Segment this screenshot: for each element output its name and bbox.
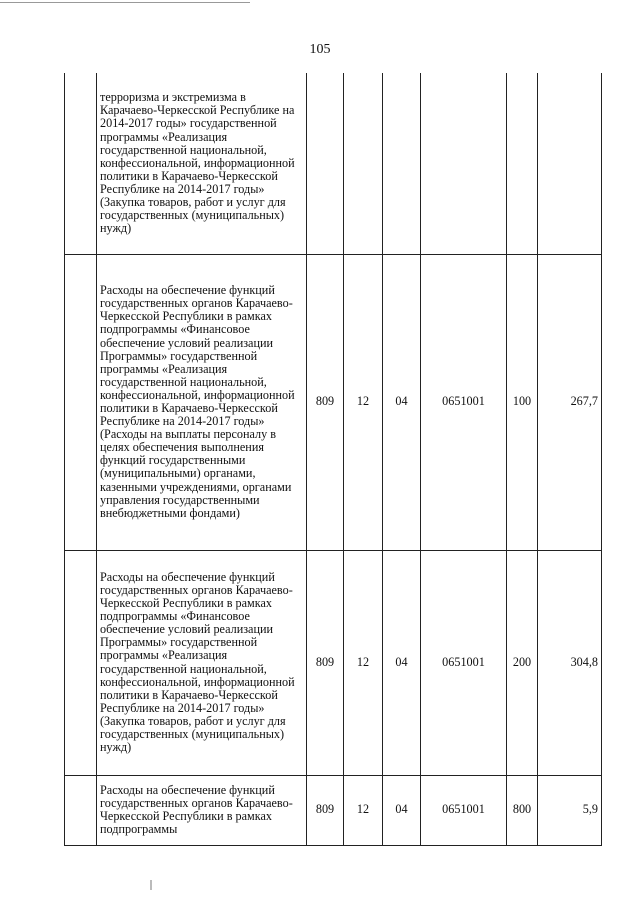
- row-number-cell: [65, 550, 97, 775]
- table-row: [65, 550, 602, 775]
- subsection-code: 04: [383, 550, 421, 775]
- section-code: [344, 73, 383, 254]
- target-article-code: 0651001: [421, 550, 507, 775]
- row-number-cell: [65, 775, 97, 845]
- ministry-code: 809: [307, 254, 344, 550]
- row-description: терроризма и экстремизма в Карачаево-Черкесской Республике на 2014-2017 годы» государственной программы «Реализация государственной национальной, конфессиональной, информационной политики в Карачаево-Черкесской Республике на 2014-2017 годы» (Закупка товаров, работ и услуг для государственных (муниципальных) нужд): [97, 73, 307, 254]
- row-description: Расходы на обеспечение функций государственных органов Карачаево-Черкесской Республики в рамках подпрограммы: [97, 775, 307, 845]
- budget-table: [64, 73, 602, 846]
- row-number-cell: [65, 73, 97, 254]
- amount: 267,7: [538, 254, 602, 550]
- subsection-code: 04: [383, 775, 421, 845]
- ministry-code: 809: [307, 550, 344, 775]
- target-article-code: 0651001: [421, 775, 507, 845]
- target-article-code: 0651001: [421, 254, 507, 550]
- target-article-code: [421, 73, 507, 254]
- section-code: 12: [344, 550, 383, 775]
- subsection-code: [383, 73, 421, 254]
- table-row: [65, 254, 602, 550]
- ministry-code: [307, 73, 344, 254]
- amount: 5,9: [538, 775, 602, 845]
- table-row: [65, 775, 602, 845]
- expense-type-code: 100: [507, 254, 538, 550]
- page-number: 105: [309, 42, 331, 57]
- table-row: [65, 73, 602, 254]
- subsection-code: 04: [383, 254, 421, 550]
- row-description: Расходы на обеспечение функций государственных органов Карачаево-Черкесской Республики в рамках подпрограммы «Финансовое обеспечение условий реализации Программы» государственной программы «Реализация государственной национальной, конфессиональной, информационной политики в Карачаево-Черкесской Республике на 2014-2017 годы» (Закупка товаров, работ и услуг для государственных (муниципальных) нужд): [97, 550, 307, 775]
- expense-type-code: 200: [507, 550, 538, 775]
- section-code: 12: [344, 775, 383, 845]
- scan-artifact-bottom: [150, 880, 152, 890]
- amount: 304,8: [538, 550, 602, 775]
- expense-type-code: [507, 73, 538, 254]
- row-number-cell: [65, 254, 97, 550]
- section-code: 12: [344, 254, 383, 550]
- scan-artifact-top: [0, 2, 250, 3]
- expense-type-code: 800: [507, 775, 538, 845]
- ministry-code: 809: [307, 775, 344, 845]
- amount: [538, 73, 602, 254]
- row-description: Расходы на обеспечение функций государственных органов Карачаево-Черкесской Республики в рамках подпрограммы «Финансовое обеспечение условий реализации Программы» государственной программы «Реализация государственной национальной, конфессиональной, информационной политики в Карачаево-Черкесской Республике на 2014-2017 годы» (Расходы на выплаты персоналу в целях обеспечения выполнения функций государственными (муниципальными) органами, казенными учреждениями, органами управления государственными внебюджетными фондами): [97, 254, 307, 550]
